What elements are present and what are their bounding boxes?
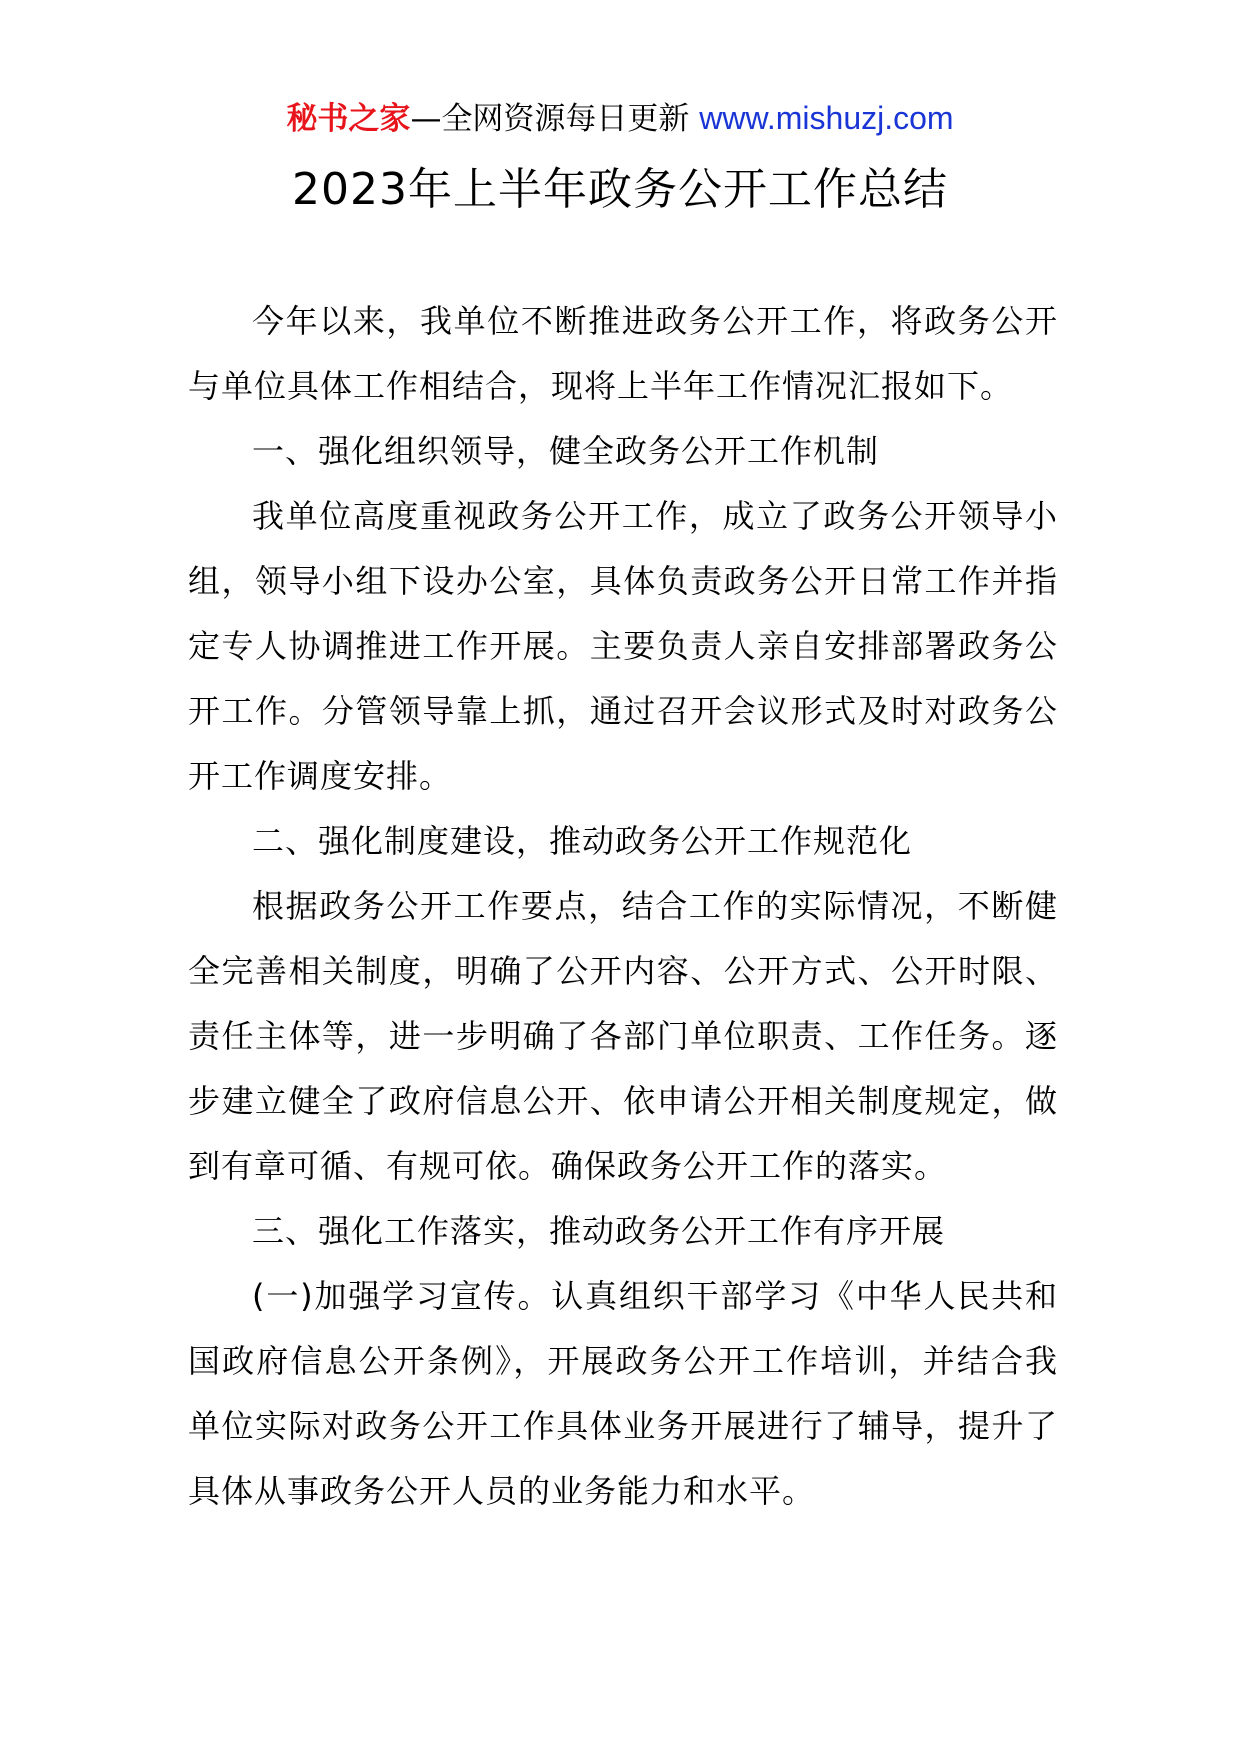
section-3-heading: 三、强化工作落实，推动政务公开工作有序开展 <box>252 1212 946 1250</box>
site-tagline: —全网资源每日更新 <box>410 101 690 137</box>
section-2-heading: 二、强化制度建设，推动政务公开工作规范化 <box>252 822 913 860</box>
site-url-link[interactable]: www.mishuzj.com <box>699 100 954 136</box>
intro-paragraph: 今年以来，我单位不断推进政务公开工作，将政务公开与单位具体工作相结合，现将上半年工作情况汇报如下。 <box>188 302 1058 405</box>
document-body <box>188 289 1058 1524</box>
document-title: 2023年上半年政务公开工作总结 <box>292 164 948 215</box>
section-1-heading: 一、强化组织领导，健全政务公开工作机制 <box>252 432 880 470</box>
section-1-paragraph: 我单位高度重视政务公开工作，成立了政务公开领导小组，领导小组下设办公室，具体负责政务公开日常工作并指定专人协调推进工作开展。主要负责人亲自安排部署政务公开工作。分管领导靠上抓，通过召开会议形式及时对政务公开工作调度安排。 <box>188 497 1058 795</box>
site-header <box>0 98 1240 139</box>
brand-name: 秘书之家 <box>286 101 411 137</box>
section-3-paragraph: (一)加强学习宣传。认真组织干部学习《中华人民共和国政府信息公开条例》，开展政务公开工作培训，并结合我单位实际对政务公开工作具体业务开展进行了辅导，提升了具体从事政务公开人员的业务能力和水平。 <box>188 1277 1058 1510</box>
section-2-paragraph: 根据政务公开工作要点，结合工作的实际情况，不断健全完善相关制度，明确了公开内容、公开方式、公开时限、责任主体等，进一步明确了各部门单位职责、工作任务。逐步建立健全了政府信息公开、依申请公开相关制度规定，做到有章可循、有规可依。确保政务公开工作的落实。 <box>188 887 1058 1185</box>
